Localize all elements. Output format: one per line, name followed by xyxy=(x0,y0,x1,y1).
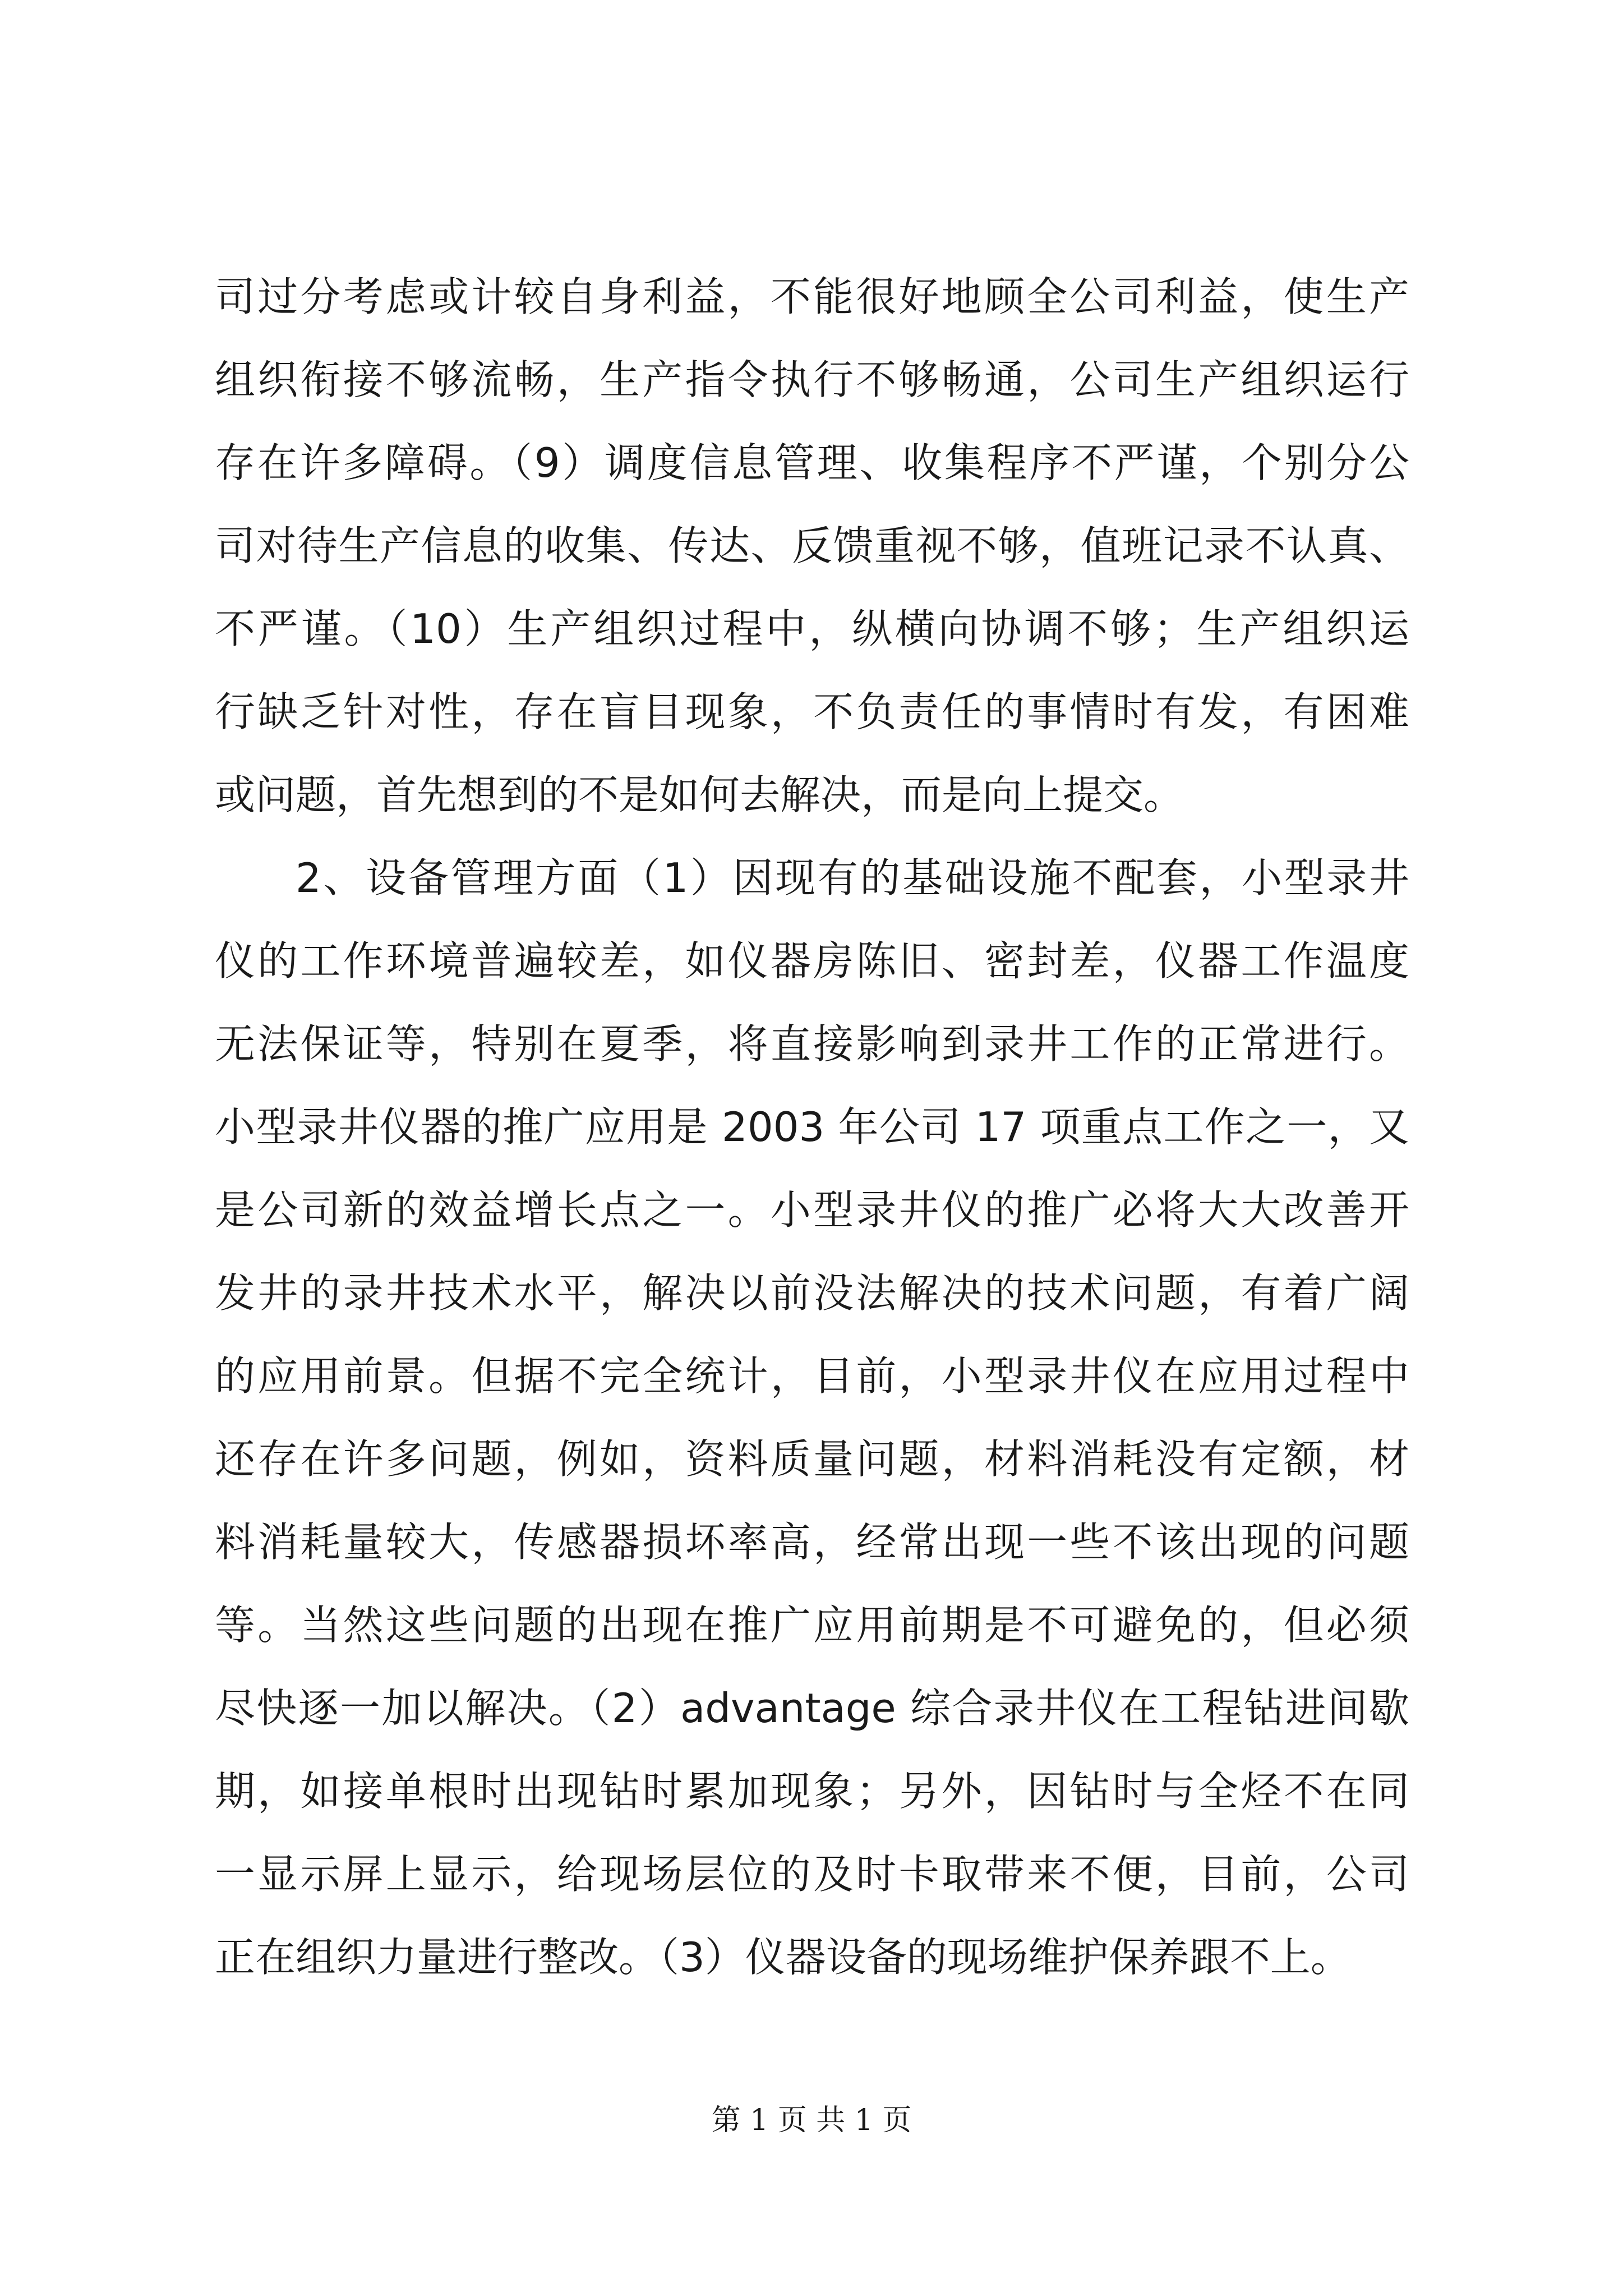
text-line: 的应用前景。但据不完全统计，目前，小型录井仪在应用过程中 xyxy=(215,1352,1409,1400)
text-line: 还存在许多问题，例如，资料质量问题，材料消耗没有定额，材 xyxy=(215,1435,1409,1483)
text-line: 料消耗量较大，传感器损坏率高，经常出现一些不该出现的问题 xyxy=(215,1519,1409,1566)
text-line: 组织衔接不够流畅，生产指令执行不够畅通，公司生产组织运行 xyxy=(215,356,1409,403)
text-line: 司对待生产信息的收集、传达、反馈重视不够，值班记录不认真、 xyxy=(215,522,1409,569)
text-line: 正在组织力量进行整改。（3）仪器设备的现场维护保养跟不上。 xyxy=(215,1934,1351,1981)
text-line: 尽快逐一加以解决。（2）advantage 综合录井仪在工程钻进间歇 xyxy=(215,1685,1409,1732)
document-body xyxy=(215,255,1409,1999)
text-line: 期，如接单根时出现钻时累加现象；另外，因钻时与全烃不在同 xyxy=(215,1768,1409,1815)
text-line: 2、设备管理方面（1）因现有的基础设施不配套，小型录井 xyxy=(296,854,1409,901)
text-line: 发井的录井技术水平，解决以前没法解决的技术问题，有着广阔 xyxy=(215,1269,1409,1317)
text-line: 或问题，首先想到的不是如何去解决，而是向上提交。 xyxy=(215,771,1184,818)
text-line: 等。当然这些问题的出现在推广应用前期是不可避免的，但必须 xyxy=(215,1602,1409,1649)
text-line: 不严谨。（10）生产组织过程中，纵横向协调不够；生产组织运 xyxy=(215,605,1409,652)
text-line: 司过分考虑或计较自身利益，不能很好地顾全公司利益，使生产 xyxy=(215,273,1409,320)
text-line: 无法保证等，特别在夏季，将直接影响到录井工作的正常进行。 xyxy=(215,1020,1409,1068)
text-line: 行缺乏针对性，存在盲目现象，不负责任的事情时有发，有困难 xyxy=(215,688,1409,735)
text-line: 存在许多障碍。（9）调度信息管理、收集程序不严谨，个别分公 xyxy=(215,439,1409,486)
page-footer xyxy=(0,2101,1623,2140)
text-line: 是公司新的效益增长点之一。小型录井仪的推广必将大大改善开 xyxy=(215,1186,1409,1234)
text-line: 一显示屏上显示，给现场层位的及时卡取带来不便，目前，公司 xyxy=(215,1851,1409,1898)
page-number-label: 第 1 页 共 1 页 xyxy=(711,2104,912,2137)
text-line: 仪的工作环境普遍较差，如仪器房陈旧、密封差，仪器工作温度 xyxy=(215,937,1409,984)
text-line: 小型录井仪器的推广应用是 2003 年公司 17 项重点工作之一，又 xyxy=(215,1103,1409,1151)
